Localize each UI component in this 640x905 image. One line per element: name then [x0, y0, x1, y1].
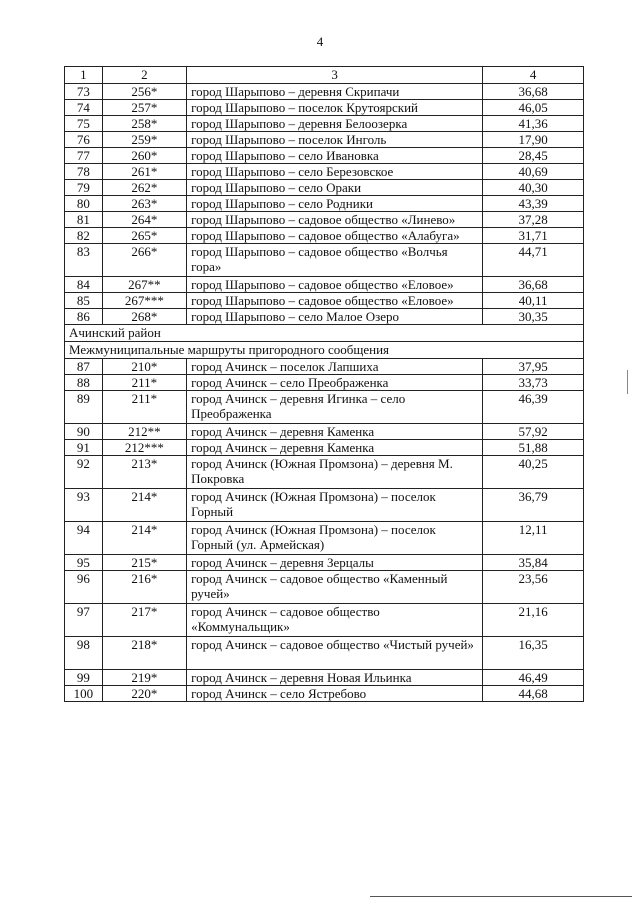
table-row [65, 244, 584, 277]
route-distance: 46,39 [483, 391, 584, 424]
route-distance: 57,92 [483, 424, 584, 440]
route-number: 220* [102, 686, 186, 702]
table-row [65, 456, 584, 489]
row-number: 76 [65, 132, 103, 148]
row-number: 84 [65, 277, 103, 293]
row-number: 80 [65, 196, 103, 212]
table-row [65, 489, 584, 522]
route-number: 267** [102, 277, 186, 293]
table-row [65, 359, 584, 375]
route-name: город Ачинск – садовое общество «Коммунальщик» [187, 604, 483, 637]
route-number: 214* [102, 489, 186, 522]
table-row [65, 424, 584, 440]
row-number: 92 [65, 456, 103, 489]
route-distance: 37,95 [483, 359, 584, 375]
route-number: 267*** [102, 293, 186, 309]
route-distance: 16,35 [483, 637, 584, 670]
row-number: 77 [65, 148, 103, 164]
route-name: город Шарыпово – садовое общество «Волчья гора» [187, 244, 483, 277]
route-name: город Шарыпово – садовое общество «Линево» [187, 212, 483, 228]
table-body-achinsk [65, 359, 584, 702]
route-number: 260* [102, 148, 186, 164]
route-number: 212*** [102, 440, 186, 456]
route-distance: 30,35 [483, 309, 584, 325]
row-number: 75 [65, 116, 103, 132]
route-name: город Шарыпово – садовое общество «Еловое» [187, 277, 483, 293]
route-number: 216* [102, 571, 186, 604]
row-number: 98 [65, 637, 103, 670]
route-distance: 28,45 [483, 148, 584, 164]
route-number: 258* [102, 116, 186, 132]
route-distance: 31,71 [483, 228, 584, 244]
page-number: 4 [316, 34, 324, 49]
route-distance: 12,11 [483, 522, 584, 555]
route-name: город Ачинск – деревня Каменка [187, 424, 483, 440]
route-distance: 40,30 [483, 180, 584, 196]
route-name: город Шарыпово – село Березовское [187, 164, 483, 180]
table-row [65, 196, 584, 212]
row-number: 94 [65, 522, 103, 555]
route-number: 256* [102, 84, 186, 100]
route-distance: 51,88 [483, 440, 584, 456]
row-number: 95 [65, 555, 103, 571]
route-name: город Ачинск (Южная Промзона) – поселок Горный (ул. Армейская) [187, 522, 483, 555]
row-number: 85 [65, 293, 103, 309]
route-name: город Ачинск – деревня Каменка [187, 440, 483, 456]
table-row [65, 604, 584, 637]
route-name: город Ачинск – садовое общество «Каменный ручей» [187, 571, 483, 604]
route-number: 264* [102, 212, 186, 228]
row-number: 100 [65, 686, 103, 702]
routes-table [64, 66, 584, 702]
route-name: город Шарыпово – поселок Крутоярский [187, 100, 483, 116]
table-row [65, 571, 584, 604]
table-row [65, 391, 584, 424]
route-distance: 36,68 [483, 84, 584, 100]
route-number: 266* [102, 244, 186, 277]
route-name: город Ачинск – деревня Игинка – село Преображенка [187, 391, 483, 424]
row-number: 86 [65, 309, 103, 325]
row-number: 73 [65, 84, 103, 100]
route-name: город Шарыпово – село Ораки [187, 180, 483, 196]
margin-mark [627, 370, 628, 394]
route-distance: 21,16 [483, 604, 584, 637]
route-name: город Ачинск (Южная Промзона) – деревня М. Покровка [187, 456, 483, 489]
table-row [65, 132, 584, 148]
route-number: 212** [102, 424, 186, 440]
header-col-1: 1 [65, 67, 103, 84]
table-row [65, 84, 584, 100]
route-name: город Шарыпово – село Ивановка [187, 148, 483, 164]
route-name: город Шарыпово – деревня Белоозерка [187, 116, 483, 132]
route-number: 219* [102, 670, 186, 686]
route-distance: 41,36 [483, 116, 584, 132]
section-row-district [65, 325, 584, 342]
table-body-sharypovo [65, 84, 584, 325]
route-number: 210* [102, 359, 186, 375]
route-distance: 40,69 [483, 164, 584, 180]
route-name: город Ачинск – садовое общество «Чистый ручей» [187, 637, 483, 670]
route-distance: 37,28 [483, 212, 584, 228]
route-name: город Ачинск – поселок Лапшиха [187, 359, 483, 375]
table-row [65, 180, 584, 196]
table-row [65, 670, 584, 686]
route-name: город Ачинск – село Ястребово [187, 686, 483, 702]
route-name: город Шарыпово – село Родники [187, 196, 483, 212]
route-name: город Шарыпово – деревня Скрипачи [187, 84, 483, 100]
route-number: 262* [102, 180, 186, 196]
row-number: 89 [65, 391, 103, 424]
route-distance: 35,84 [483, 555, 584, 571]
route-number: 265* [102, 228, 186, 244]
route-number: 211* [102, 391, 186, 424]
route-number: 211* [102, 375, 186, 391]
row-number: 82 [65, 228, 103, 244]
route-number: 263* [102, 196, 186, 212]
table-row [65, 228, 584, 244]
route-number: 218* [102, 637, 186, 670]
route-name: город Шарыпово – поселок Инголь [187, 132, 483, 148]
row-number: 96 [65, 571, 103, 604]
table-row [65, 686, 584, 702]
table-row [65, 555, 584, 571]
route-name: город Шарыпово – село Малое Озеро [187, 309, 483, 325]
route-distance: 40,25 [483, 456, 584, 489]
route-number: 257* [102, 100, 186, 116]
table-row [65, 277, 584, 293]
bottom-rule [370, 896, 632, 897]
header-col-4: 4 [483, 67, 584, 84]
route-name: город Шарыпово – садовое общество «Еловое» [187, 293, 483, 309]
route-name: город Ачинск – село Преображенка [187, 375, 483, 391]
route-distance: 36,68 [483, 277, 584, 293]
route-distance: 46,49 [483, 670, 584, 686]
section-district-title: Ачинский район [65, 325, 584, 342]
route-distance: 43,39 [483, 196, 584, 212]
table-row [65, 212, 584, 228]
table-header-row [65, 67, 584, 84]
row-number: 97 [65, 604, 103, 637]
row-number: 83 [65, 244, 103, 277]
row-number: 90 [65, 424, 103, 440]
table-row [65, 309, 584, 325]
route-name: город Шарыпово – садовое общество «Алабуга» [187, 228, 483, 244]
table-row [65, 148, 584, 164]
route-number: 213* [102, 456, 186, 489]
row-number: 81 [65, 212, 103, 228]
route-number: 268* [102, 309, 186, 325]
route-number: 214* [102, 522, 186, 555]
route-distance: 44,71 [483, 244, 584, 277]
table-row [65, 637, 584, 670]
route-distance: 23,56 [483, 571, 584, 604]
table-row [65, 440, 584, 456]
row-number: 91 [65, 440, 103, 456]
route-distance: 40,11 [483, 293, 584, 309]
route-number: 261* [102, 164, 186, 180]
row-number: 88 [65, 375, 103, 391]
row-number: 93 [65, 489, 103, 522]
route-name: город Ачинск (Южная Промзона) – поселок Горный [187, 489, 483, 522]
row-number: 87 [65, 359, 103, 375]
route-distance: 33,73 [483, 375, 584, 391]
route-distance: 44,68 [483, 686, 584, 702]
table-row [65, 116, 584, 132]
route-distance: 46,05 [483, 100, 584, 116]
table-row [65, 522, 584, 555]
table-row [65, 100, 584, 116]
section-row-routes [65, 342, 584, 359]
route-number: 259* [102, 132, 186, 148]
route-name: город Ачинск – деревня Зерцалы [187, 555, 483, 571]
table-row [65, 375, 584, 391]
route-distance: 36,79 [483, 489, 584, 522]
route-number: 215* [102, 555, 186, 571]
table-sections [65, 325, 584, 359]
row-number: 99 [65, 670, 103, 686]
table-row [65, 293, 584, 309]
row-number: 79 [65, 180, 103, 196]
row-number: 74 [65, 100, 103, 116]
route-name: город Ачинск – деревня Новая Ильинка [187, 670, 483, 686]
row-number: 78 [65, 164, 103, 180]
header-col-2: 2 [102, 67, 186, 84]
section-routes-title: Межмуниципальные маршруты пригородного сообщения [65, 342, 584, 359]
header-col-3: 3 [187, 67, 483, 84]
route-distance: 17,90 [483, 132, 584, 148]
route-number: 217* [102, 604, 186, 637]
table-row [65, 164, 584, 180]
